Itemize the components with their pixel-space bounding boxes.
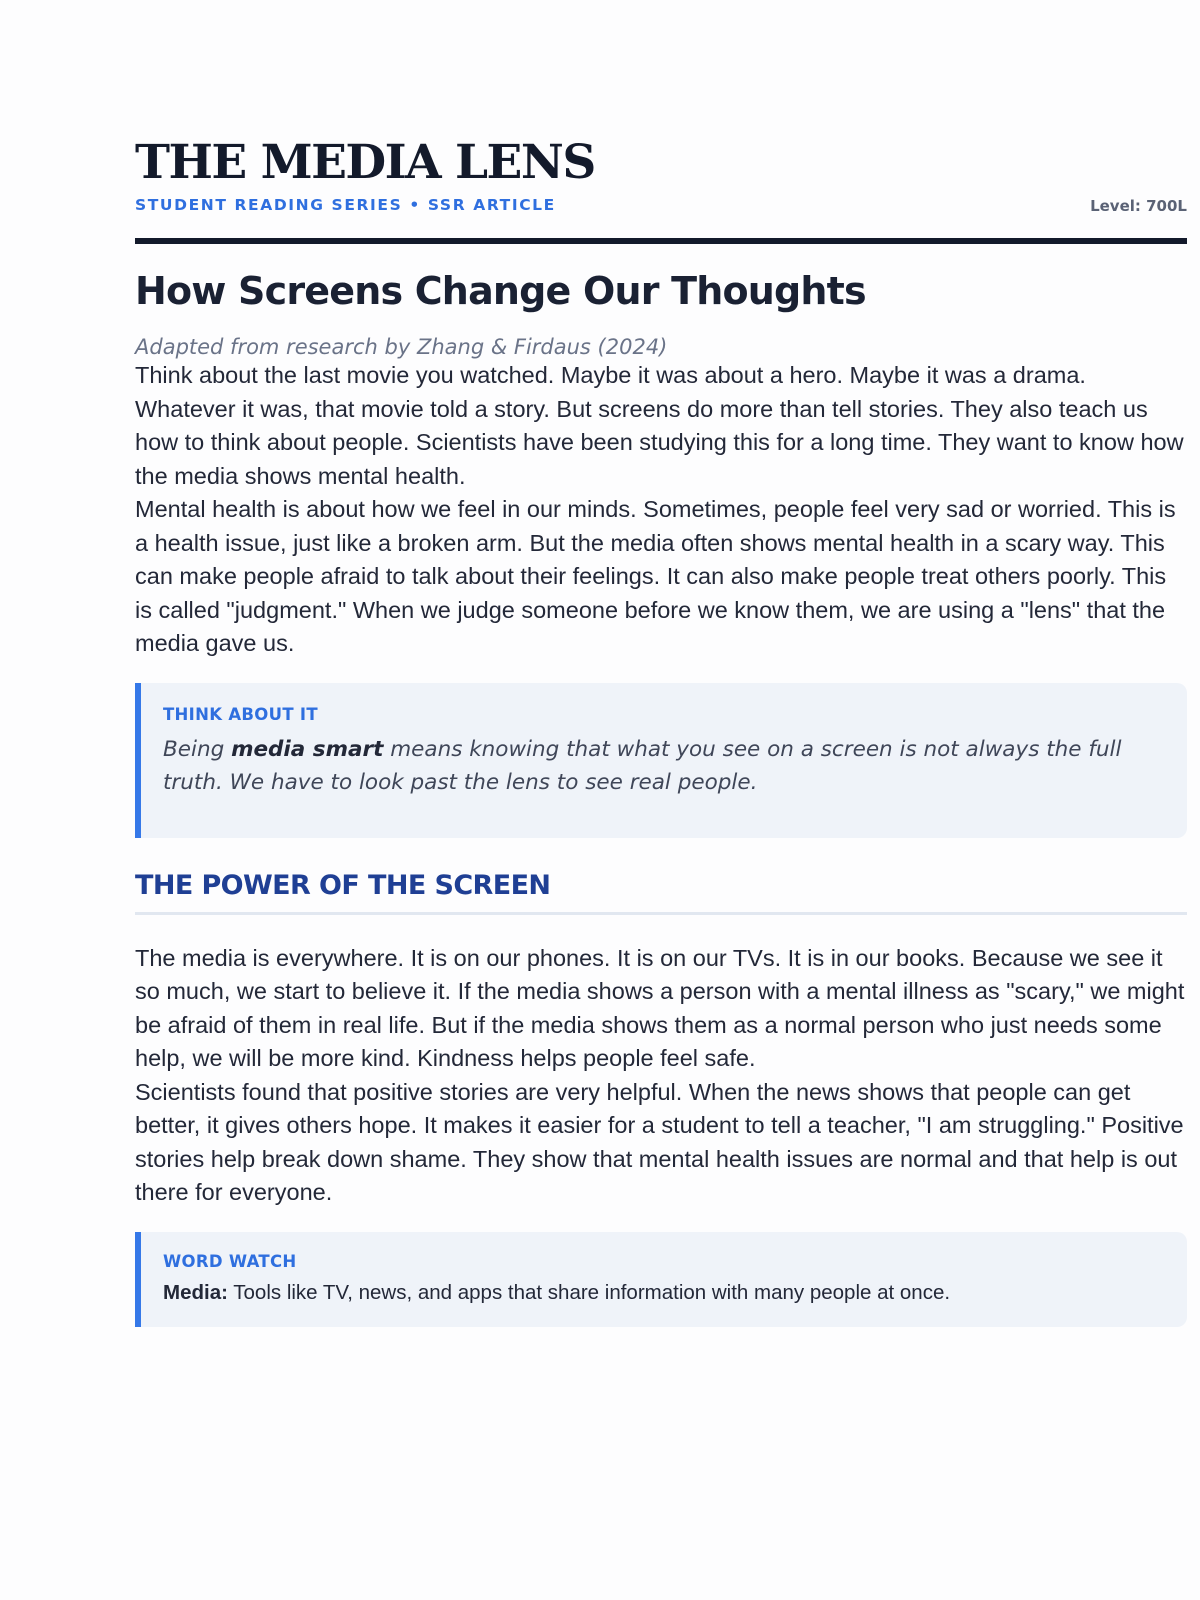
section-heading: THE POWER OF THE SCREEN: [135, 872, 1187, 915]
emphasis-term: media smart: [231, 736, 384, 762]
think-about-it-callout: [135, 683, 1187, 838]
paragraph-4: Scientists found that positive stories are very helpful. When the news shows that people can get better, it gives others hope. It makes it easier for a student to tell a teacher, "I am struggling." Positive stories help break down shame. They show that mental health issues are normal and that help is out there for everyone.: [135, 1078, 1184, 1205]
article-title: How Screens Change Our Thoughts: [135, 269, 866, 313]
callout-text: Being media smart means knowing that what you see on a screen is not always the full truth. We have to look past the lens to see real people.: [163, 736, 1122, 795]
callout-label: WORD WATCH: [163, 1251, 297, 1271]
paragraph-3: The media is everywhere. It is on our phones. It is on our TVs. It is in our books. Because we see it so much, we start to believe it. If the media shows a person with a mental illness as "scary," we might be afraid of them in real life. But if the media shows them as a normal person who just needs some help, we will be more kind. Kindness helps people feel safe.: [135, 944, 1185, 1071]
vocabulary-term: Media:: [163, 1280, 228, 1304]
publication-title: THE MEDIA LENS: [135, 135, 595, 190]
callout-label: THINK ABOUT IT: [163, 704, 318, 724]
article-byline: Adapted from research by Zhang & Firdaus (2024): [135, 335, 668, 359]
article-page: [135, 128, 1187, 1327]
word-watch-callout: [135, 1232, 1187, 1327]
reading-level: Level: 700L: [1090, 197, 1187, 215]
vocabulary-definition: Media: Tools like TV, news, and apps that share information with many people at once.: [163, 1280, 951, 1304]
masthead-divider: [135, 238, 1187, 244]
masthead: [135, 128, 1187, 246]
series-label: STUDENT READING SERIES • SSR ARTICLE: [135, 196, 556, 214]
paragraph-1: Think about the last movie you watched. Maybe it was about a hero. Maybe it was a drama. Whatever it was, that movie told a story. But screens do more than tell stories. They also teach us how to think about people. Scientists have been studying this for a long time. They want to know how the media shows mental health.: [135, 362, 1184, 489]
paragraph-2: Mental health is about how we feel in our minds. Sometimes, people feel very sad or worried. This is a health issue, just like a broken arm. But the media often shows mental health in a scary way. This can make people afraid to talk about their feelings. It can also make people treat others poorly. This is called "judgment." When we judge someone before we know them, we are using a "lens" that the media gave us.: [135, 496, 1176, 656]
